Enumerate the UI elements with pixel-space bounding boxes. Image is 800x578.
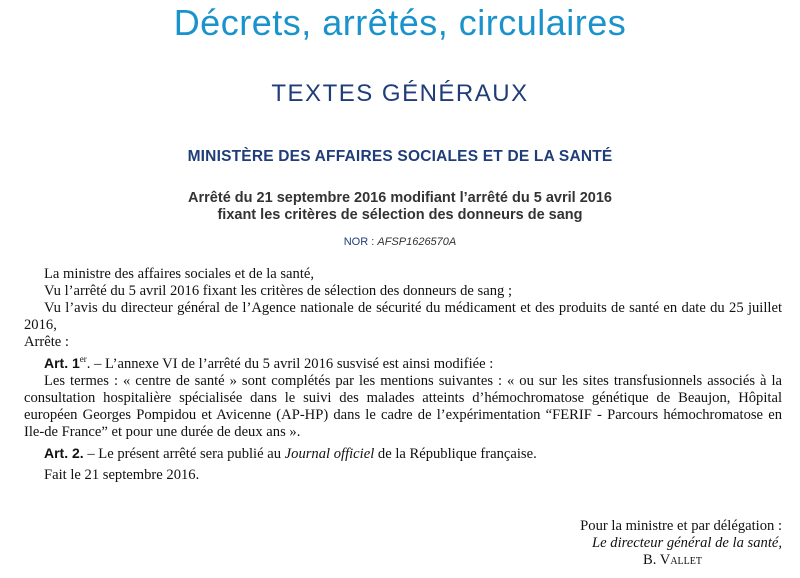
nor-label: NOR : (343, 236, 375, 248)
signatory-name: B. Vallet (643, 552, 702, 568)
arrete-word: Arrête : (24, 334, 69, 350)
signature-line2: Le directeur général de la santé, (592, 535, 782, 551)
article-2-label: Art. 2. (44, 445, 84, 461)
article-1-label: Art. 1 (44, 355, 80, 371)
decree-title-line2: fixant les critères de sélection des donneurs de sang (217, 207, 583, 223)
article-1 (24, 355, 782, 373)
article-1-sup: er (79, 354, 87, 365)
journal-officiel: Journal officiel (284, 446, 375, 462)
paragraph-vu-avis: Vu l’avis du directeur général de l’Agence nationale de sécurité du médicament et des produits de santé en date du 25 juillet 2016, (24, 300, 782, 333)
nor-code: AFSP1626570A (377, 236, 457, 248)
signature-line1: Pour la ministre et par délégation : (580, 518, 782, 534)
article-1-text: . – L’annexe VI de l’arrêté du 5 avril 2016 susvisé est ainsi modifiée : (86, 356, 494, 372)
decree-body (24, 266, 782, 484)
section-title: Décrets, arrêtés, circulaires (173, 2, 627, 43)
paragraph-vu-arrete: Vu l’arrêté du 5 avril 2016 fixant les critères de sélection des donneurs de sang ; (44, 283, 512, 299)
article-2 (24, 445, 782, 463)
article-2-text-before: – Le présent arrêté sera publié au (83, 446, 285, 462)
paragraph-ministre: La ministre des affaires sociales et de la santé, (44, 266, 315, 282)
article-2-text-after: de la République française. (374, 446, 537, 462)
nor-reference (0, 236, 800, 248)
article-1-detail: Les termes : « centre de santé » sont complétés par les mentions suivantes : « ou sur les sites transfusionnels associés à la consultation hospitalière spécialisée dans le suivi des malades atteints d’hémochromatose génétique de Beaujon, Hôpital européen Georges Pompidou et Avicenne (AP-HP) dans le cadre de l’expérimentation “FERIF - Parcours hémochromatose en Ile-de France” et pour une durée de deux ans ». (24, 373, 782, 440)
signature-block (580, 518, 782, 569)
decree-title-line1: Arrêté du 21 septembre 2016 modifiant l’arrêté du 5 avril 2016 (188, 190, 612, 206)
fait-le: Fait le 21 septembre 2016. (44, 467, 200, 483)
subsection-title: TEXTES GÉNÉRAUX (271, 80, 529, 107)
ministry-heading: MINISTÈRE DES AFFAIRES SOCIALES ET DE LA SANTÉ (187, 148, 613, 165)
decree-title (0, 190, 800, 224)
